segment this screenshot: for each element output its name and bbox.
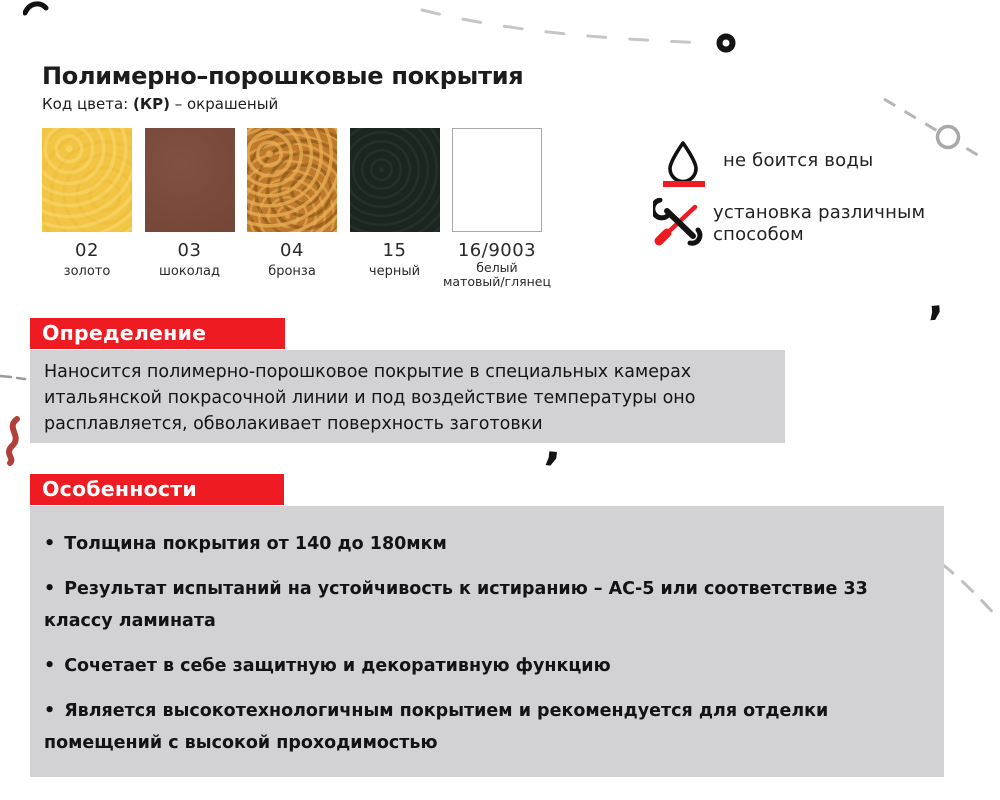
swatch-chocolate-sample [145,128,235,232]
donut-dot-icon [716,33,736,53]
section-definition-body: Наносится полимерно-порошковое покрытие в специальных камерах итальянской покрасочной линии и под воздействие температуры оно расплавляется, обволакивает поверхность заготовки [30,350,785,443]
swatch-gold-sample [42,128,132,232]
features-list [30,506,944,759]
swatch-code: 04 [280,240,304,261]
left-dashes-icon [0,370,28,384]
feature-item: • Является высокотехнологичным покрытием и рекомендуется для отделки помещений с высокой проходимостью [44,695,928,759]
subtitle-code: (КР) [133,95,170,113]
section-features-heading: Особенности [30,474,284,505]
swatch-bronze-sample [247,128,337,232]
swatch-gold [42,128,132,289]
page-title: Полимерно–порошковые покрытия [42,62,524,90]
swatch-code: 03 [177,240,202,261]
subtitle-prefix: Код цвета: [42,95,133,113]
red-squiggle-icon [2,416,26,466]
feature-item: • Результат испытаний на устойчивость к истиранию – АС-5 или соответствие 33 классу ламината [44,573,928,637]
swatch-name: белый [476,260,518,275]
swatch-code: 02 [75,240,99,261]
swatch-black-sample [350,128,440,232]
benefit-water-label: не боится воды [723,150,874,171]
swatch-name: черный [368,264,421,279]
section-features-body [30,506,944,777]
swatch-chocolate [145,128,235,289]
water-drop-icon [665,140,701,182]
swatch-name: золото [63,264,111,279]
dashed-line-circle-icon [880,92,992,168]
swatch-name: бронза [268,264,316,279]
tools-icon [653,198,703,246]
benefit-install-label: установка различным способом [713,202,926,245]
swatch-name-line2: матовый/глянец [442,273,552,289]
swatch-white-sample [452,128,542,232]
color-code-subtitle [42,95,278,113]
dashed-curve-top-icon [420,6,712,50]
swatch-bronze [247,128,337,289]
swatch-code: 16/9003 [457,240,537,261]
swatch-code: 15 [382,240,407,261]
section-definition-heading: Определение [30,318,285,349]
comma-ornament-right-icon [927,315,946,338]
swatch-white [442,128,552,289]
water-drop-underline [663,181,705,187]
dashed-curve-bottomright-icon [938,560,1000,622]
feature-item: • Толщина покрытия от 140 до 180мкм [44,528,928,560]
color-palette [42,128,552,289]
comma-ornament-topleft-icon [23,0,49,18]
comma-ornament-center-icon [541,461,561,485]
feature-item: • Сочетает в себе защитную и декоративную функцию [44,650,928,682]
subtitle-suffix: – окрашеный [169,95,279,113]
swatch-name: шоколад [159,264,220,279]
